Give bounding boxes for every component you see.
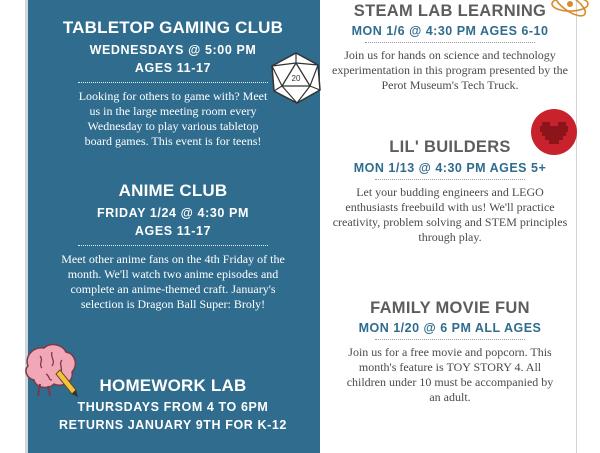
d20-dice-icon — [268, 50, 324, 106]
tabletop-ages: AGES 11-17 — [134, 61, 212, 75]
steam-title: STEAM LAB LEARNING — [353, 2, 547, 20]
tabletop-divider — [78, 82, 268, 83]
tabletop-title: TABLETOP GAMING CLUB — [62, 18, 284, 37]
anime-description: Meet other anime fans on the 4th Friday of the month. We'll watch two anime episodes and complete an anime-themed craft. January's selection is Dragon Ball Super: Broly! — [61, 252, 285, 311]
homework-returns: RETURNS JANUARY 9TH FOR K-12 — [59, 418, 287, 432]
steam-divider — [365, 42, 535, 43]
atom-icon — [548, 0, 592, 22]
pixel-heart-icon — [530, 108, 578, 156]
movie-title: FAMILY MOVIE FUN — [370, 299, 530, 317]
tabletop-section — [40, 18, 306, 149]
anime-ages: AGES 11-17 — [134, 224, 212, 238]
movie-schedule: MON 1/20 @ 6 PM ALL AGES — [358, 321, 542, 335]
homework-schedule: THURSDAYS FROM 4 TO 6PM — [77, 400, 269, 414]
steam-description: Join us for hands on science and technology experimentation in this program presented by the Perot Museum's Tech Truck. — [332, 48, 568, 92]
builders-schedule: MON 1/13 @ 4:30 PM AGES 5+ — [353, 161, 547, 175]
movie-section — [325, 299, 575, 405]
anime-title: ANIME CLUB — [118, 181, 228, 200]
tabletop-schedule: WEDNESDAYS @ 5:00 PM — [89, 43, 257, 57]
steam-schedule: MON 1/6 @ 4:30 PM AGES 6-10 — [351, 24, 549, 38]
builders-description: Let your budding engineers and LEGO enthusiasts freebuild with us! We'll practice creativity, problem solving and STEM principles through play. — [332, 185, 568, 244]
homework-title: HOMEWORK LAB — [99, 376, 247, 395]
right-border-line — [576, 0, 577, 453]
steam-section — [325, 2, 575, 93]
svg-text:20: 20 — [291, 74, 301, 83]
builders-title: LIL' BUILDERS — [389, 138, 511, 156]
movie-description: Join us for a free movie and popcorn. This month's feature is TOY STORY 4. All children under 10 must be accompanied by an adult. — [346, 345, 554, 404]
builders-divider — [375, 179, 525, 180]
brain-with-pencil-icon — [18, 340, 82, 400]
anime-section — [40, 181, 306, 312]
anime-divider — [78, 245, 268, 246]
tabletop-description: Looking for others to game with? Meet us in the large meeting room every Wednesday to play various tabletop board games. This event is for teens! — [78, 89, 268, 148]
movie-divider — [375, 339, 525, 340]
anime-schedule: FRIDAY 1/24 @ 4:30 PM — [97, 206, 249, 220]
